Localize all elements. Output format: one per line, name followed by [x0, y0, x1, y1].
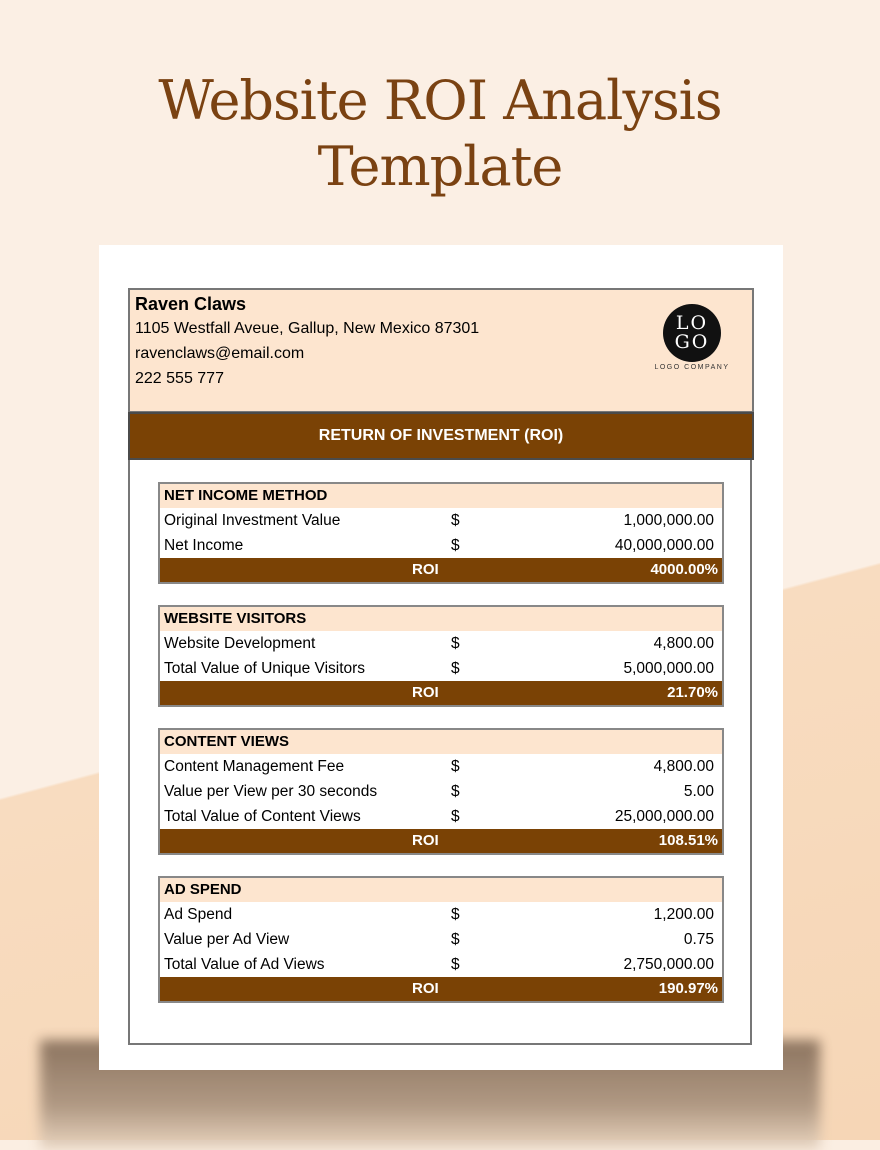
page-title — [0, 68, 880, 200]
row-value: 0.75 — [683, 931, 714, 948]
roi-value: 190.97% — [658, 980, 718, 997]
table-row — [160, 902, 722, 927]
table-row — [160, 656, 722, 681]
row-currency: $ — [451, 635, 460, 652]
company-header — [128, 288, 754, 413]
roi-label: ROI — [412, 561, 439, 578]
row-currency: $ — [451, 783, 460, 800]
row-currency: $ — [451, 808, 460, 825]
table-row — [160, 804, 722, 829]
row-currency: $ — [451, 512, 460, 529]
company-email: ravenclaws@email.com — [135, 345, 305, 362]
section-website-visitors — [158, 605, 724, 707]
roi-value: 21.70% — [667, 684, 718, 701]
row-label: Value per View per 30 seconds — [164, 783, 378, 800]
row-label: Value per Ad View — [164, 931, 290, 948]
logo-line-2: GO — [674, 331, 710, 353]
logo-caption: LOGO COMPANY — [654, 364, 730, 371]
row-value: 40,000,000.00 — [614, 537, 714, 554]
row-label: Total Value of Ad Views — [164, 956, 325, 973]
row-value: 1,000,000.00 — [623, 512, 714, 529]
row-label: Net Income — [164, 537, 244, 554]
section-title: CONTENT VIEWS — [160, 730, 722, 754]
row-value: 4,800.00 — [653, 758, 714, 775]
row-value: 25,000,000.00 — [614, 808, 714, 825]
roi-label: ROI — [412, 832, 439, 849]
company-address: 1105 Westfall Aveue, Gallup, New Mexico 87301 — [135, 320, 480, 337]
row-currency: $ — [451, 537, 460, 554]
row-currency: $ — [451, 931, 460, 948]
roi-row — [160, 681, 722, 705]
row-label: Website Development — [164, 635, 316, 652]
row-value: 2,750,000.00 — [623, 956, 714, 973]
table-row — [160, 754, 722, 779]
table-row — [160, 952, 722, 977]
section-title: AD SPEND — [160, 878, 722, 902]
table-row — [160, 508, 722, 533]
row-value: 1,200.00 — [653, 906, 714, 923]
section-content-views — [158, 728, 724, 855]
title-line-2: Template — [317, 135, 563, 198]
row-currency: $ — [451, 956, 460, 973]
row-label: Total Value of Unique Visitors — [164, 660, 366, 677]
roi-row — [160, 829, 722, 853]
row-currency: $ — [451, 906, 460, 923]
section-title: WEBSITE VISITORS — [160, 607, 722, 631]
roi-label: ROI — [412, 980, 439, 997]
roi-row — [160, 977, 722, 1001]
table-row — [160, 533, 722, 558]
row-label: Original Investment Value — [164, 512, 341, 529]
company-name: Raven Claws — [135, 294, 247, 314]
roi-value: 108.51% — [658, 832, 718, 849]
section-title: NET INCOME METHOD — [160, 484, 722, 508]
logo-line-1: LO — [675, 312, 709, 334]
company-logo — [663, 304, 721, 362]
table-row — [160, 631, 722, 656]
table-row — [160, 927, 722, 952]
title-line-1: Website ROI Analysis — [158, 69, 722, 132]
row-label: Ad Spend — [164, 906, 233, 923]
table-row — [160, 779, 722, 804]
roi-banner: RETURN OF INVESTMENT (ROI) — [128, 412, 754, 460]
section-net-income-method — [158, 482, 724, 584]
row-label: Content Management Fee — [164, 758, 345, 775]
row-value: 5.00 — [683, 783, 714, 800]
section-ad-spend — [158, 876, 724, 1003]
roi-value: 4000.00% — [650, 561, 718, 578]
row-currency: $ — [451, 660, 460, 677]
row-value: 4,800.00 — [653, 635, 714, 652]
row-label: Total Value of Content Views — [164, 808, 361, 825]
row-value: 5,000,000.00 — [623, 660, 714, 677]
roi-row — [160, 558, 722, 582]
row-currency: $ — [451, 758, 460, 775]
roi-label: ROI — [412, 684, 439, 701]
company-phone: 222 555 777 — [135, 370, 224, 387]
